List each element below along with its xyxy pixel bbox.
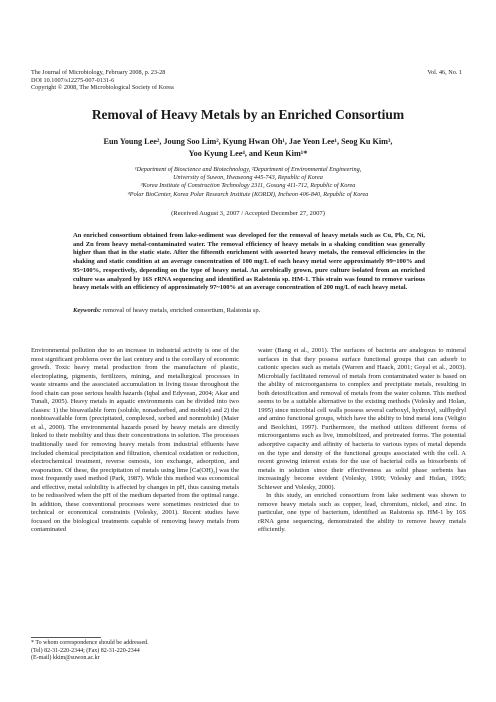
body-paragraph: In this study, an enriched consortium from lake sediment was shown to remove heavy metals such as copper, lead, chromium, nickel, and zinc. In particular, one type of bacterium, identified as Ralstonia sp. HM-1 by 16S rRNA gene sequencing, demonstrated the ability to remove heavy metals efficiently. [258, 492, 466, 534]
footnote-divider [31, 637, 101, 638]
volume-info: Vol. 46, No. 1 [427, 69, 462, 76]
received-dates: (Received August 3, 2007 / Accepted December 27, 2007) [171, 210, 325, 217]
author-list [40, 136, 456, 159]
footnote-line: (Tel) 82-31-220-2344; (Fax) 82-31-220-2344 [31, 647, 140, 654]
author-line-1: Eun Young Lee², Joung Soo Lim², Kyung Hwan Oh¹, Jae Yeon Lee¹, Seog Ku Kim³, [103, 137, 393, 146]
keywords [73, 307, 425, 316]
correspondence-footnote [31, 640, 241, 663]
keywords-text: removal of heavy metals, enriched consortium, Ralstonia sp. [102, 307, 261, 314]
abstract: An enriched consortium obtained from lake-sediment was developed for the removal of heavy metals such as Cu, Pb, Cr, Ni, and Zn from heavy metal-contaminated water. The removal efficiency of heavy metals in a shaking condition was generally higher than that in the static state. After the fifteenth enrichment with assorted heavy metals, the removal efficiencies in the shaking and static condition at an average concentration of 100 mg/L of each heavy metal were approximately 99~100% and 95~100%, respectively, depending on the type of heavy metal. An aerobically grown, pure culture isolated from an enriched culture was analyzed by 16S rRNA sequencing and identified as Ralstonia sp. HM-1. This strain was found to remove various heavy metals with an efficiency of approximately 97~100% at an average concentration of 200 mg/L of each heavy metal. [73, 232, 425, 292]
keywords-label: Keywords: [73, 307, 102, 314]
body-paragraph: water (Bang et al., 2001). The surfaces of bacteria are analogous to mineral surfaces in that they possess surface functional groups that can adsorb to cationic species such as metals (Warren and Haack, 2001; Goyal et al., 2003). Microbially facilitated removal of metals from contaminated water is based on the ability of microorganisms to complex and precipitate metals, resulting in both detoxification and removal of metals from the water column. This method seems to be a suitable alternative to the existing methods (Volesky and Holan, 1995) since microbial cell walls possess several carboxyl, hydroxyl, sulfhydryl and amino functional groups, which have the ability to bind metal ions (Veligio and Beolchini, 1997). Furthermore, the method utilizes different forms of microorganisms such as live, immobilized, and pretreated forms. The potential adsorptive capacity and affinity of bacteria to various types of metal depends on the type and density of the functional groups associated with the cell. A recent growing interest exists for the use of bacterial cells as biosorbents of metals in solution since their effectiveness as solid phase sorbents has increasingly become evident (Volesky, 1990; Volesky and Holan, 1995; Schiewer and Volesky, 2000). [258, 347, 466, 491]
body-column-left [31, 347, 239, 535]
author-line-2: Yoo Kyung Lee⁴, and Keun Kim¹* [188, 148, 308, 158]
footnote-line: * To whom correspondence should be addressed. [31, 640, 149, 646]
affiliation-line: ³Korea Institute of Construction Technology 2311, Gosung 411-712, Republic of Korea [140, 182, 356, 190]
affiliations [40, 166, 456, 199]
copyright: Copyright © 2008, The Microbiological Society of Korea [31, 84, 174, 92]
paper-title: Removal of Heavy Metals by an Enriched Consortium [91, 107, 405, 122]
body-column-right [258, 347, 466, 535]
body-paragraph: Environmental pollution due to an increase in industrial activity is one of the most significant problems over the last century and is the corollary of economic growth. Toxic heavy metal production from the manufacture of plastic, electroplating, pigments, fertilizers, mining, and metallurgical processes in waste streams and the associated accumulation in living tissue throughout the food chain can pose serious health hazards (Iqbal and Edyvean, 2004; Akar and Tunali, 2005). Heavy metals in aquatic environments can be divided into two classes: 1) the bioavailable form (soluble, nonadsorbed, and mobile) and 2) the nonbioavailable form (precipitated, complexed, sorbed and nonmobile) (Maier et al., 2000). The environmental hazards posed by heavy metals are directly linked to their mobility and thus their concentrations in solution. The processes traditionally used for removing heavy metals from industrial effluents have included chemical precipitation and filtration, chemical oxidation or reduction, electrochemical treatment, reverse osmosis, ion exchange, adsorption, and evaporation. Of these, the precipitation of metals using lime [Ca(OH)₂] was the most frequently used method (Park, 1987). While this method was economical and effective, metal solubility is affected by changes in pH, thus causing metals to be redissolved when the pH of the medium departed from the optimal range. In addition, these conventional processes were sometimes restricted due to technical or economical constraints (Volesky, 2001). Recent studies have focused on the biological treatments capable of removing heavy metals from contaminated [31, 347, 239, 534]
journal-header [31, 69, 291, 92]
doi: DOI 10.1007/s12275-007-0131-6 [31, 76, 115, 84]
affiliation-line: ⁴Polar BioCenter, Korea Polar Research Institute (KORDI), Incheon 406-840, Republic of Korea [127, 190, 369, 198]
footnote-line: (E-mail) kkim@suwon.ac.kr [31, 655, 100, 662]
affiliation-line: University of Suwon, Hwaseong 445-743, Republic of Korea [173, 174, 323, 182]
journal-citation: The Journal of Microbiology, February 2008, p. 23-28 [31, 69, 166, 76]
affiliation-line: ¹Department of Bioscience and Biotechnology, ²Department of Environmental Engineering, [134, 166, 362, 173]
